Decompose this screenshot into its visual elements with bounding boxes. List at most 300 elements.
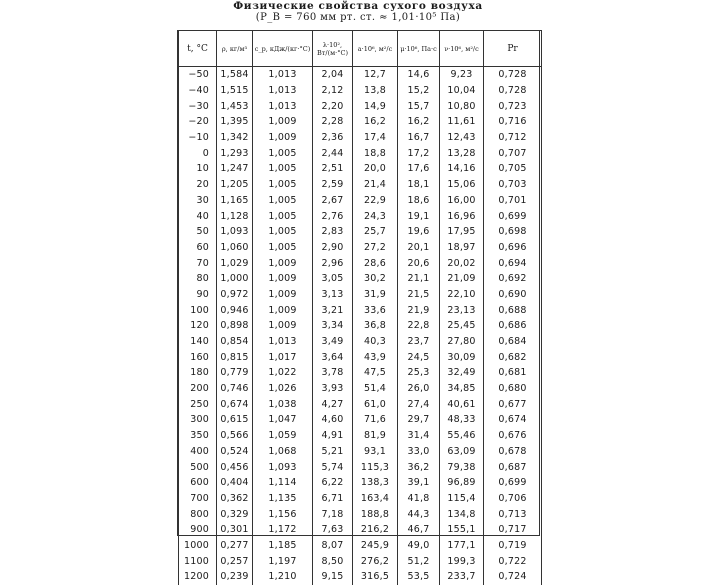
cell-dynamic-viscosity: 18,1 — [398, 177, 440, 193]
cell-temperature: 400 — [179, 444, 217, 460]
cell-density: 0,898 — [217, 318, 253, 334]
cell-diffusivity: 245,9 — [353, 538, 398, 554]
cell-dynamic-viscosity: 29,7 — [398, 412, 440, 428]
cell-diffusivity: 12,7 — [353, 67, 398, 83]
cell-kinematic-viscosity: 27,80 — [440, 334, 484, 350]
cell-kinematic-viscosity: 30,09 — [440, 349, 484, 365]
cell-temperature: 1200 — [179, 569, 217, 585]
cell-conductivity: 2,83 — [313, 224, 353, 240]
cell-conductivity: 6,22 — [313, 475, 353, 491]
cell-dynamic-viscosity: 24,5 — [398, 349, 440, 365]
cell-dynamic-viscosity: 19,6 — [398, 224, 440, 240]
cell-kinematic-viscosity: 18,97 — [440, 240, 484, 256]
cell-kinematic-viscosity: 16,96 — [440, 208, 484, 224]
cell-conductivity: 2,90 — [313, 240, 353, 256]
cell-temperature: 70 — [179, 255, 217, 271]
cell-diffusivity: 61,0 — [353, 396, 398, 412]
cell-temperature: 200 — [179, 381, 217, 397]
cell-dynamic-viscosity: 21,5 — [398, 287, 440, 303]
cell-prandtl: 0,705 — [484, 161, 542, 177]
cell-density: 0,239 — [217, 569, 253, 585]
cell-conductivity: 3,49 — [313, 334, 353, 350]
table-caption — [178, 0, 538, 24]
cell-heat-capacity: 1,093 — [253, 459, 313, 475]
cell-prandtl: 0,676 — [484, 428, 542, 444]
cell-kinematic-viscosity: 10,04 — [440, 83, 484, 99]
cell-conductivity: 2,51 — [313, 161, 353, 177]
table-row — [179, 318, 542, 334]
cell-conductivity: 2,76 — [313, 208, 353, 224]
cell-prandtl: 0,716 — [484, 114, 542, 130]
table-row — [179, 381, 542, 397]
cell-temperature: 30 — [179, 193, 217, 209]
cell-kinematic-viscosity: 11,61 — [440, 114, 484, 130]
cell-temperature: −10 — [179, 130, 217, 146]
cell-density: 1,000 — [217, 271, 253, 287]
cell-diffusivity: 24,3 — [353, 208, 398, 224]
cell-temperature: 600 — [179, 475, 217, 491]
cell-diffusivity: 316,5 — [353, 569, 398, 585]
cell-diffusivity: 17,4 — [353, 130, 398, 146]
cell-heat-capacity: 1,013 — [253, 334, 313, 350]
cell-density: 1,584 — [217, 67, 253, 83]
cell-kinematic-viscosity: 48,33 — [440, 412, 484, 428]
cell-kinematic-viscosity: 32,49 — [440, 365, 484, 381]
cell-prandtl: 0,701 — [484, 193, 542, 209]
cell-prandtl: 0,682 — [484, 349, 542, 365]
cell-kinematic-viscosity: 177,1 — [440, 538, 484, 554]
cell-temperature: 20 — [179, 177, 217, 193]
cell-dynamic-viscosity: 46,7 — [398, 522, 440, 538]
table-row — [179, 412, 542, 428]
cell-density: 1,395 — [217, 114, 253, 130]
cell-diffusivity: 47,5 — [353, 365, 398, 381]
cell-temperature: 80 — [179, 271, 217, 287]
cell-heat-capacity: 1,197 — [253, 553, 313, 569]
cell-dynamic-viscosity: 23,7 — [398, 334, 440, 350]
cell-heat-capacity: 1,009 — [253, 255, 313, 271]
cell-dynamic-viscosity: 31,4 — [398, 428, 440, 444]
cell-prandtl: 0,692 — [484, 271, 542, 287]
cell-heat-capacity: 1,022 — [253, 365, 313, 381]
cell-temperature: −30 — [179, 98, 217, 114]
cell-temperature: 40 — [179, 208, 217, 224]
cell-prandtl: 0,678 — [484, 444, 542, 460]
cell-prandtl: 0,674 — [484, 412, 542, 428]
cell-heat-capacity: 1,026 — [253, 381, 313, 397]
air-properties-table — [178, 30, 542, 585]
cell-density: 1,515 — [217, 83, 253, 99]
cell-density: 0,456 — [217, 459, 253, 475]
cell-temperature: −20 — [179, 114, 217, 130]
cell-temperature: 60 — [179, 240, 217, 256]
cell-kinematic-viscosity: 199,3 — [440, 553, 484, 569]
cell-heat-capacity: 1,210 — [253, 569, 313, 585]
cell-conductivity: 4,27 — [313, 396, 353, 412]
cell-kinematic-viscosity: 16,00 — [440, 193, 484, 209]
table-row — [179, 255, 542, 271]
cell-temperature: 180 — [179, 365, 217, 381]
cell-dynamic-viscosity: 15,7 — [398, 98, 440, 114]
header-conductivity: λ·10², Вт/(м·°C) — [313, 31, 353, 67]
table-row — [179, 459, 542, 475]
cell-dynamic-viscosity: 17,2 — [398, 145, 440, 161]
cell-dynamic-viscosity: 14,6 — [398, 67, 440, 83]
cell-kinematic-viscosity: 13,28 — [440, 145, 484, 161]
cell-kinematic-viscosity: 15,06 — [440, 177, 484, 193]
cell-heat-capacity: 1,005 — [253, 208, 313, 224]
header-dynamic-viscosity: μ·10⁶, Па·с — [398, 31, 440, 67]
cell-prandtl: 0,690 — [484, 287, 542, 303]
cell-dynamic-viscosity: 26,0 — [398, 381, 440, 397]
table-row — [179, 130, 542, 146]
cell-conductivity: 3,05 — [313, 271, 353, 287]
cell-kinematic-viscosity: 17,95 — [440, 224, 484, 240]
cell-dynamic-viscosity: 33,0 — [398, 444, 440, 460]
cell-kinematic-viscosity: 134,8 — [440, 506, 484, 522]
cell-heat-capacity: 1,013 — [253, 83, 313, 99]
table-row — [179, 522, 542, 538]
cell-kinematic-viscosity: 21,09 — [440, 271, 484, 287]
cell-conductivity: 9,15 — [313, 569, 353, 585]
cell-prandtl: 0,728 — [484, 67, 542, 83]
cell-dynamic-viscosity: 20,6 — [398, 255, 440, 271]
cell-diffusivity: 20,0 — [353, 161, 398, 177]
table-row — [179, 334, 542, 350]
cell-kinematic-viscosity: 23,13 — [440, 302, 484, 318]
table-row — [179, 208, 542, 224]
cell-dynamic-viscosity: 19,1 — [398, 208, 440, 224]
table-row — [179, 569, 542, 585]
cell-temperature: 350 — [179, 428, 217, 444]
cell-kinematic-viscosity: 10,80 — [440, 98, 484, 114]
cell-conductivity: 3,93 — [313, 381, 353, 397]
cell-temperature: −50 — [179, 67, 217, 83]
cell-kinematic-viscosity: 55,46 — [440, 428, 484, 444]
cell-prandtl: 0,680 — [484, 381, 542, 397]
table-row — [179, 396, 542, 412]
cell-density: 1,453 — [217, 98, 253, 114]
cell-dynamic-viscosity: 27,4 — [398, 396, 440, 412]
cell-temperature: 120 — [179, 318, 217, 334]
cell-prandtl: 0,713 — [484, 506, 542, 522]
cell-diffusivity: 276,2 — [353, 553, 398, 569]
table-row — [179, 428, 542, 444]
table-row — [179, 145, 542, 161]
cell-heat-capacity: 1,135 — [253, 491, 313, 507]
cell-diffusivity: 27,2 — [353, 240, 398, 256]
table-row — [179, 553, 542, 569]
cell-diffusivity: 28,6 — [353, 255, 398, 271]
cell-density: 0,301 — [217, 522, 253, 538]
cell-temperature: 1000 — [179, 538, 217, 554]
cell-temperature: 160 — [179, 349, 217, 365]
cell-conductivity: 3,34 — [313, 318, 353, 334]
cell-dynamic-viscosity: 21,9 — [398, 302, 440, 318]
cell-prandtl: 0,687 — [484, 459, 542, 475]
header-heat-capacity: c_p, кДж/(кг·°C) — [253, 31, 313, 67]
cell-density: 1,247 — [217, 161, 253, 177]
cell-conductivity: 2,36 — [313, 130, 353, 146]
cell-diffusivity: 31,9 — [353, 287, 398, 303]
table-subtitle: (P_B = 760 мм рт. ст. ≈ 1,01·10⁵ Па) — [255, 12, 461, 23]
cell-density: 0,946 — [217, 302, 253, 318]
cell-heat-capacity: 1,009 — [253, 287, 313, 303]
cell-prandtl: 0,688 — [484, 302, 542, 318]
cell-dynamic-viscosity: 18,6 — [398, 193, 440, 209]
table-row — [179, 114, 542, 130]
cell-heat-capacity: 1,059 — [253, 428, 313, 444]
table-row — [179, 444, 542, 460]
cell-temperature: 250 — [179, 396, 217, 412]
cell-diffusivity: 93,1 — [353, 444, 398, 460]
cell-kinematic-viscosity: 233,7 — [440, 569, 484, 585]
cell-heat-capacity: 1,114 — [253, 475, 313, 491]
cell-heat-capacity: 1,009 — [253, 318, 313, 334]
cell-diffusivity: 188,8 — [353, 506, 398, 522]
cell-kinematic-viscosity: 115,4 — [440, 491, 484, 507]
cell-diffusivity: 36,8 — [353, 318, 398, 334]
cell-diffusivity: 115,3 — [353, 459, 398, 475]
cell-heat-capacity: 1,038 — [253, 396, 313, 412]
cell-diffusivity: 138,3 — [353, 475, 398, 491]
cell-diffusivity: 30,2 — [353, 271, 398, 287]
cell-dynamic-viscosity: 21,1 — [398, 271, 440, 287]
cell-conductivity: 2,44 — [313, 145, 353, 161]
cell-heat-capacity: 1,005 — [253, 177, 313, 193]
cell-temperature: 700 — [179, 491, 217, 507]
cell-dynamic-viscosity: 53,5 — [398, 569, 440, 585]
cell-kinematic-viscosity: 63,09 — [440, 444, 484, 460]
table-row — [179, 287, 542, 303]
cell-conductivity: 2,28 — [313, 114, 353, 130]
cell-density: 0,329 — [217, 506, 253, 522]
table-row — [179, 161, 542, 177]
cell-heat-capacity: 1,009 — [253, 130, 313, 146]
cell-dynamic-viscosity: 49,0 — [398, 538, 440, 554]
cell-density: 0,524 — [217, 444, 253, 460]
table-row — [179, 271, 542, 287]
cell-prandtl: 0,728 — [484, 83, 542, 99]
cell-conductivity: 6,71 — [313, 491, 353, 507]
cell-prandtl: 0,681 — [484, 365, 542, 381]
cell-prandtl: 0,694 — [484, 255, 542, 271]
cell-conductivity: 2,12 — [313, 83, 353, 99]
cell-kinematic-viscosity: 22,10 — [440, 287, 484, 303]
cell-density: 0,815 — [217, 349, 253, 365]
cell-density: 1,093 — [217, 224, 253, 240]
cell-temperature: 800 — [179, 506, 217, 522]
cell-diffusivity: 71,6 — [353, 412, 398, 428]
table-row — [179, 302, 542, 318]
cell-prandtl: 0,706 — [484, 491, 542, 507]
cell-dynamic-viscosity: 41,8 — [398, 491, 440, 507]
table-row — [179, 491, 542, 507]
cell-prandtl: 0,703 — [484, 177, 542, 193]
cell-heat-capacity: 1,017 — [253, 349, 313, 365]
cell-kinematic-viscosity: 34,85 — [440, 381, 484, 397]
cell-heat-capacity: 1,068 — [253, 444, 313, 460]
cell-temperature: 0 — [179, 145, 217, 161]
table-row — [179, 83, 542, 99]
cell-prandtl: 0,696 — [484, 240, 542, 256]
cell-diffusivity: 33,6 — [353, 302, 398, 318]
header-diffusivity: a·10⁶, м²/с — [353, 31, 398, 67]
cell-diffusivity: 16,2 — [353, 114, 398, 130]
cell-density: 0,257 — [217, 553, 253, 569]
header-temperature: t, °C — [179, 31, 217, 67]
cell-dynamic-viscosity: 15,2 — [398, 83, 440, 99]
cell-conductivity: 5,21 — [313, 444, 353, 460]
cell-diffusivity: 43,9 — [353, 349, 398, 365]
cell-heat-capacity: 1,009 — [253, 302, 313, 318]
cell-conductivity: 7,63 — [313, 522, 353, 538]
cell-dynamic-viscosity: 44,3 — [398, 506, 440, 522]
cell-prandtl: 0,707 — [484, 145, 542, 161]
cell-diffusivity: 14,9 — [353, 98, 398, 114]
cell-density: 0,674 — [217, 396, 253, 412]
cell-kinematic-viscosity: 96,89 — [440, 475, 484, 491]
cell-density: 0,277 — [217, 538, 253, 554]
cell-conductivity: 2,20 — [313, 98, 353, 114]
properties-table-frame — [177, 30, 540, 583]
cell-prandtl: 0,723 — [484, 98, 542, 114]
cell-heat-capacity: 1,009 — [253, 271, 313, 287]
cell-diffusivity: 21,4 — [353, 177, 398, 193]
cell-density: 0,404 — [217, 475, 253, 491]
cell-diffusivity: 25,7 — [353, 224, 398, 240]
cell-temperature: −40 — [179, 83, 217, 99]
cell-kinematic-viscosity: 9,23 — [440, 67, 484, 83]
cell-conductivity: 3,13 — [313, 287, 353, 303]
cell-temperature: 300 — [179, 412, 217, 428]
cell-prandtl: 0,712 — [484, 130, 542, 146]
cell-kinematic-viscosity: 79,38 — [440, 459, 484, 475]
cell-diffusivity: 81,9 — [353, 428, 398, 444]
cell-density: 0,854 — [217, 334, 253, 350]
cell-density: 1,060 — [217, 240, 253, 256]
cell-heat-capacity: 1,005 — [253, 145, 313, 161]
table-body — [179, 67, 542, 585]
cell-heat-capacity: 1,156 — [253, 506, 313, 522]
cell-conductivity: 3,78 — [313, 365, 353, 381]
table-row — [179, 349, 542, 365]
cell-heat-capacity: 1,005 — [253, 240, 313, 256]
cell-conductivity: 2,96 — [313, 255, 353, 271]
header-kinematic-viscosity: ν·10⁶, м²/с — [440, 31, 484, 67]
cell-prandtl: 0,719 — [484, 538, 542, 554]
cell-heat-capacity: 1,005 — [253, 224, 313, 240]
table-row — [179, 475, 542, 491]
cell-density: 1,342 — [217, 130, 253, 146]
cell-heat-capacity: 1,009 — [253, 114, 313, 130]
cell-heat-capacity: 1,172 — [253, 522, 313, 538]
cell-diffusivity: 13,8 — [353, 83, 398, 99]
cell-conductivity: 8,50 — [313, 553, 353, 569]
cell-conductivity: 5,74 — [313, 459, 353, 475]
cell-heat-capacity: 1,013 — [253, 98, 313, 114]
cell-heat-capacity: 1,005 — [253, 193, 313, 209]
header-row — [179, 31, 542, 67]
cell-prandtl: 0,686 — [484, 318, 542, 334]
cell-kinematic-viscosity: 12,43 — [440, 130, 484, 146]
cell-temperature: 900 — [179, 522, 217, 538]
cell-diffusivity: 216,2 — [353, 522, 398, 538]
cell-temperature: 100 — [179, 302, 217, 318]
table-row — [179, 193, 542, 209]
table-row — [179, 177, 542, 193]
cell-prandtl: 0,698 — [484, 224, 542, 240]
cell-prandtl: 0,677 — [484, 396, 542, 412]
table-title: Физические свойства сухого воздуха — [233, 0, 483, 12]
cell-diffusivity: 51,4 — [353, 381, 398, 397]
header-prandtl: Pr — [484, 31, 542, 67]
cell-prandtl: 0,684 — [484, 334, 542, 350]
cell-kinematic-viscosity: 25,45 — [440, 318, 484, 334]
cell-conductivity: 2,67 — [313, 193, 353, 209]
table-row — [179, 506, 542, 522]
cell-dynamic-viscosity: 39,1 — [398, 475, 440, 491]
cell-prandtl: 0,722 — [484, 553, 542, 569]
cell-heat-capacity: 1,047 — [253, 412, 313, 428]
cell-density: 0,362 — [217, 491, 253, 507]
table-row — [179, 365, 542, 381]
cell-temperature: 50 — [179, 224, 217, 240]
cell-conductivity: 4,91 — [313, 428, 353, 444]
cell-density: 1,029 — [217, 255, 253, 271]
cell-density: 0,779 — [217, 365, 253, 381]
cell-heat-capacity: 1,013 — [253, 67, 313, 83]
cell-conductivity: 4,60 — [313, 412, 353, 428]
cell-density: 1,205 — [217, 177, 253, 193]
cell-dynamic-viscosity: 36,2 — [398, 459, 440, 475]
cell-prandtl: 0,699 — [484, 208, 542, 224]
cell-temperature: 500 — [179, 459, 217, 475]
cell-prandtl: 0,699 — [484, 475, 542, 491]
cell-dynamic-viscosity: 20,1 — [398, 240, 440, 256]
cell-conductivity: 3,21 — [313, 302, 353, 318]
cell-density: 0,972 — [217, 287, 253, 303]
cell-diffusivity: 40,3 — [353, 334, 398, 350]
cell-density: 1,128 — [217, 208, 253, 224]
cell-diffusivity: 22,9 — [353, 193, 398, 209]
cell-conductivity: 3,64 — [313, 349, 353, 365]
cell-diffusivity: 163,4 — [353, 491, 398, 507]
cell-conductivity: 2,04 — [313, 67, 353, 83]
cell-dynamic-viscosity: 51,2 — [398, 553, 440, 569]
cell-dynamic-viscosity: 25,3 — [398, 365, 440, 381]
cell-heat-capacity: 1,005 — [253, 161, 313, 177]
cell-temperature: 90 — [179, 287, 217, 303]
cell-kinematic-viscosity: 155,1 — [440, 522, 484, 538]
cell-kinematic-viscosity: 20,02 — [440, 255, 484, 271]
cell-conductivity: 7,18 — [313, 506, 353, 522]
header-density: ρ, кг/м³ — [217, 31, 253, 67]
cell-prandtl: 0,717 — [484, 522, 542, 538]
cell-prandtl: 0,724 — [484, 569, 542, 585]
cell-conductivity: 2,59 — [313, 177, 353, 193]
cell-heat-capacity: 1,185 — [253, 538, 313, 554]
cell-density: 0,746 — [217, 381, 253, 397]
cell-kinematic-viscosity: 40,61 — [440, 396, 484, 412]
cell-dynamic-viscosity: 22,8 — [398, 318, 440, 334]
cell-conductivity: 8,07 — [313, 538, 353, 554]
cell-density: 1,165 — [217, 193, 253, 209]
table-row — [179, 224, 542, 240]
cell-temperature: 10 — [179, 161, 217, 177]
cell-dynamic-viscosity: 16,2 — [398, 114, 440, 130]
cell-temperature: 1100 — [179, 553, 217, 569]
